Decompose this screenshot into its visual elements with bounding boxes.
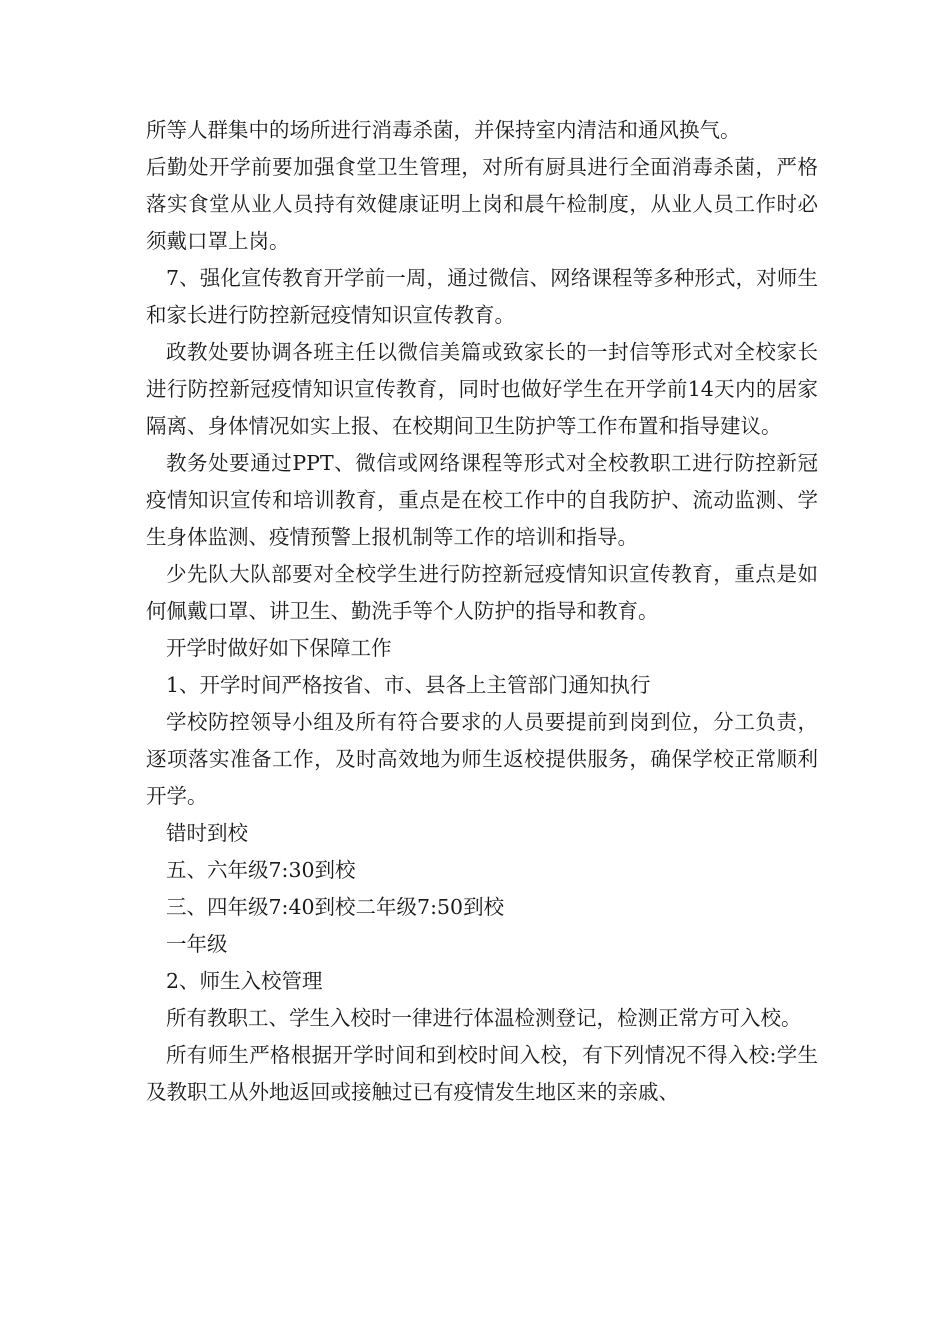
section-heading: 开学时做好如下保障工作: [166, 636, 392, 660]
schedule-line: 一年级: [166, 932, 228, 956]
paragraph-numbered: 1、开学时间严格按省、市、县各上主管部门通知执行: [166, 673, 651, 697]
section-heading: 错时到校: [166, 821, 248, 845]
schedule-line: 五、六年级7:30到校: [166, 858, 356, 882]
paragraph: 教务处要通过PPT、微信或网络课程等形式对全校教职工进行防控新冠疫情知识宣传和培训教育，重点是在校工作中的自我防护、流动监测、学生身体监测、疫情预警上报机制等工作的培训和指导。: [146, 451, 818, 549]
schedule-line: 三、四年级7:40到校二年级7:50到校: [166, 895, 505, 919]
paragraph-numbered: 2、师生入校管理: [166, 969, 323, 993]
document-body: [146, 112, 818, 1111]
paragraph: 学校防控领导小组及所有符合要求的人员要提前到岗到位，分工负责，逐项落实准备工作，及时高效地为师生返校提供服务，确保学校正常顺利开学。: [146, 710, 818, 808]
paragraph-numbered: 7、强化宣传教育开学前一周，通过微信、网络课程等多种形式，对师生和家长进行防控新冠疫情知识宣传教育。: [146, 266, 818, 327]
paragraph: 政教处要协调各班主任以微信美篇或致家长的一封信等形式对全校家长进行防控新冠疫情知识宣传教育，同时也做好学生在开学前14天内的居家隔离、身体情况如实上报、在校期间卫生防护等工作布置和指导建议。: [146, 340, 818, 438]
paragraph: 所有师生严格根据开学时间和到校时间入校，有下列情况不得入校:学生及教职工从外地返回或接触过已有疫情发生地区来的亲戚、: [146, 1043, 818, 1104]
paragraph: 少先队大队部要对全校学生进行防控新冠疫情知识宣传教育，重点是如何佩戴口罩、讲卫生、勤洗手等个人防护的指导和教育。: [146, 562, 818, 623]
paragraph: 所等人群集中的场所进行消毒杀菌，并保持室内清洁和通风换气。: [146, 118, 741, 142]
paragraph: 所有教职工、学生入校时一律进行体温检测登记，检测正常方可入校。: [166, 1006, 802, 1030]
paragraph: 后勤处开学前要加强食堂卫生管理，对所有厨具进行全面消毒杀菌，严格落实食堂从业人员持有效健康证明上岗和晨午检制度，从业人员工作时必须戴口罩上岗。: [146, 155, 818, 253]
